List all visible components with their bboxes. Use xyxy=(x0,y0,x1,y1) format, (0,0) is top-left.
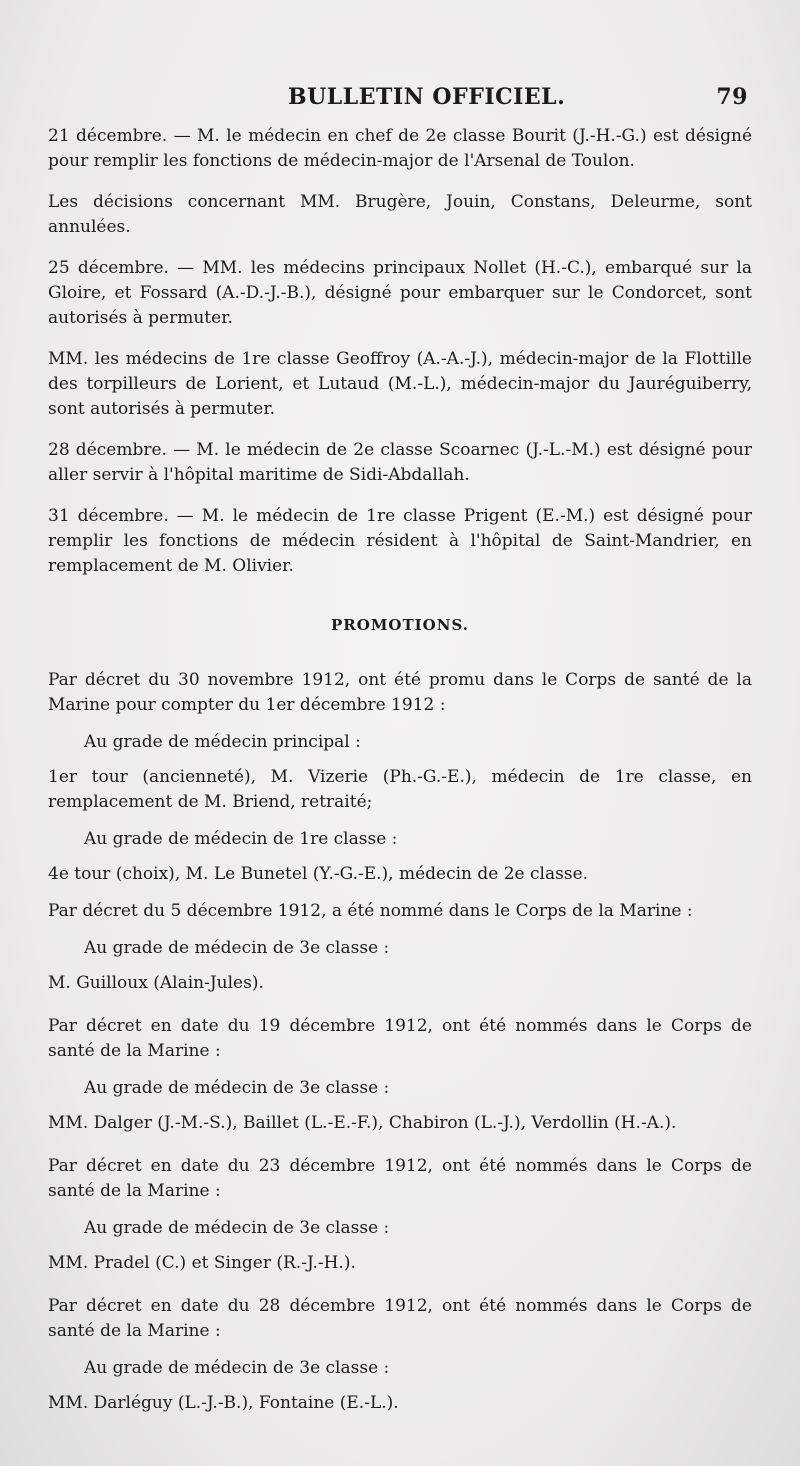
paragraph-decisions-annulees: Les décisions concernant MM. Brugère, Jouin, Constans, Deleurme, sont annulées. xyxy=(48,192,752,237)
paragraph-28-decembre: 28 décembre. — M. le médecin de 2e classe Scoarnec (J.-L.-M.) est désigné pour aller servir à l'hôpital maritime de Sidi-Abdallah. xyxy=(48,440,752,485)
grade-heading: Au grade de médecin de 1re classe : xyxy=(84,829,398,849)
grade-heading: Au grade de médecin principal : xyxy=(84,732,361,752)
paragraph-21-decembre: 21 décembre. — M. le médecin en chef de 2e classe Bourit (J.-H.-G.) est désigné pour remplir les fonctions de médecin-major de l'Arsenal de Toulon. xyxy=(48,126,752,171)
paragraph-31-decembre: 31 décembre. — M. le médecin de 1re classe Prigent (E.-M.) est désigné pour remplir les fonctions de médecin résident à l'hôpital de Saint-Mandrier, en remplacement de M. Olivier. xyxy=(48,506,752,576)
promotion-entry: M. Guilloux (Alain-Jules). xyxy=(48,973,264,993)
document-body xyxy=(48,124,752,1428)
decree-intro: Par décret en date du 23 décembre 1912, ont été nommés dans le Corps de santé de la Marine : xyxy=(48,1156,752,1201)
grade-heading: Au grade de médecin de 3e classe : xyxy=(84,1358,390,1378)
promotion-entry: 4e tour (choix), M. Le Bunetel (Y.-G.-E.), médecin de 2e classe. xyxy=(48,864,589,884)
running-head xyxy=(48,84,752,118)
bulletin-title: BULLETIN OFFICIEL. xyxy=(288,84,566,110)
page-number: 79 xyxy=(716,84,748,110)
decree-intro: Par décret en date du 28 décembre 1912, ont été nommés dans le Corps de santé de la Marine : xyxy=(48,1296,752,1341)
promotion-entry: MM. Darléguy (L.-J.-B.), Fontaine (E.-L.). xyxy=(48,1393,399,1413)
promotion-entry: MM. Dalger (J.-M.-S.), Baillet (L.-E.-F.), Chabiron (L.-J.), Verdollin (H.-A.). xyxy=(48,1113,677,1133)
paragraph-permutation-medecins: MM. les médecins de 1re classe Geoffroy (A.-A.-J.), médecin-major de la Flottille des torpilleurs de Lorient, et Lutaud (M.-L.), médecin-major du Jauréguiberry, sont autorisés à permuter. xyxy=(48,349,752,419)
promotion-entry: MM. Pradel (C.) et Singer (R.-J.-H.). xyxy=(48,1253,356,1273)
grade-heading: Au grade de médecin de 3e classe : xyxy=(84,1078,390,1098)
decree-intro: Par décret du 5 décembre 1912, a été nommé dans le Corps de la Marine : xyxy=(48,901,693,921)
paragraph-25-decembre: 25 décembre. — MM. les médecins principaux Nollet (H.-C.), embarqué sur la Gloire, et Fossard (A.-D.-J.-B.), désigné pour embarquer sur le Condorcet, sont autorisés à permuter. xyxy=(48,258,752,328)
decree-intro: Par décret en date du 19 décembre 1912, ont été nommés dans le Corps de santé de la Marine : xyxy=(48,1016,752,1061)
promotion-entry: 1er tour (ancienneté), M. Vizerie (Ph.-G.-E.), médecin de 1re classe, en remplacement de M. Briend, retraité; xyxy=(48,767,752,812)
grade-heading: Au grade de médecin de 3e classe : xyxy=(84,938,390,958)
grade-heading: Au grade de médecin de 3e classe : xyxy=(84,1218,390,1238)
section-heading-promotions: PROMOTIONS. xyxy=(331,616,469,634)
decree-intro: Par décret du 30 novembre 1912, ont été promu dans le Corps de santé de la Marine pour compter du 1er décembre 1912 : xyxy=(48,670,752,715)
